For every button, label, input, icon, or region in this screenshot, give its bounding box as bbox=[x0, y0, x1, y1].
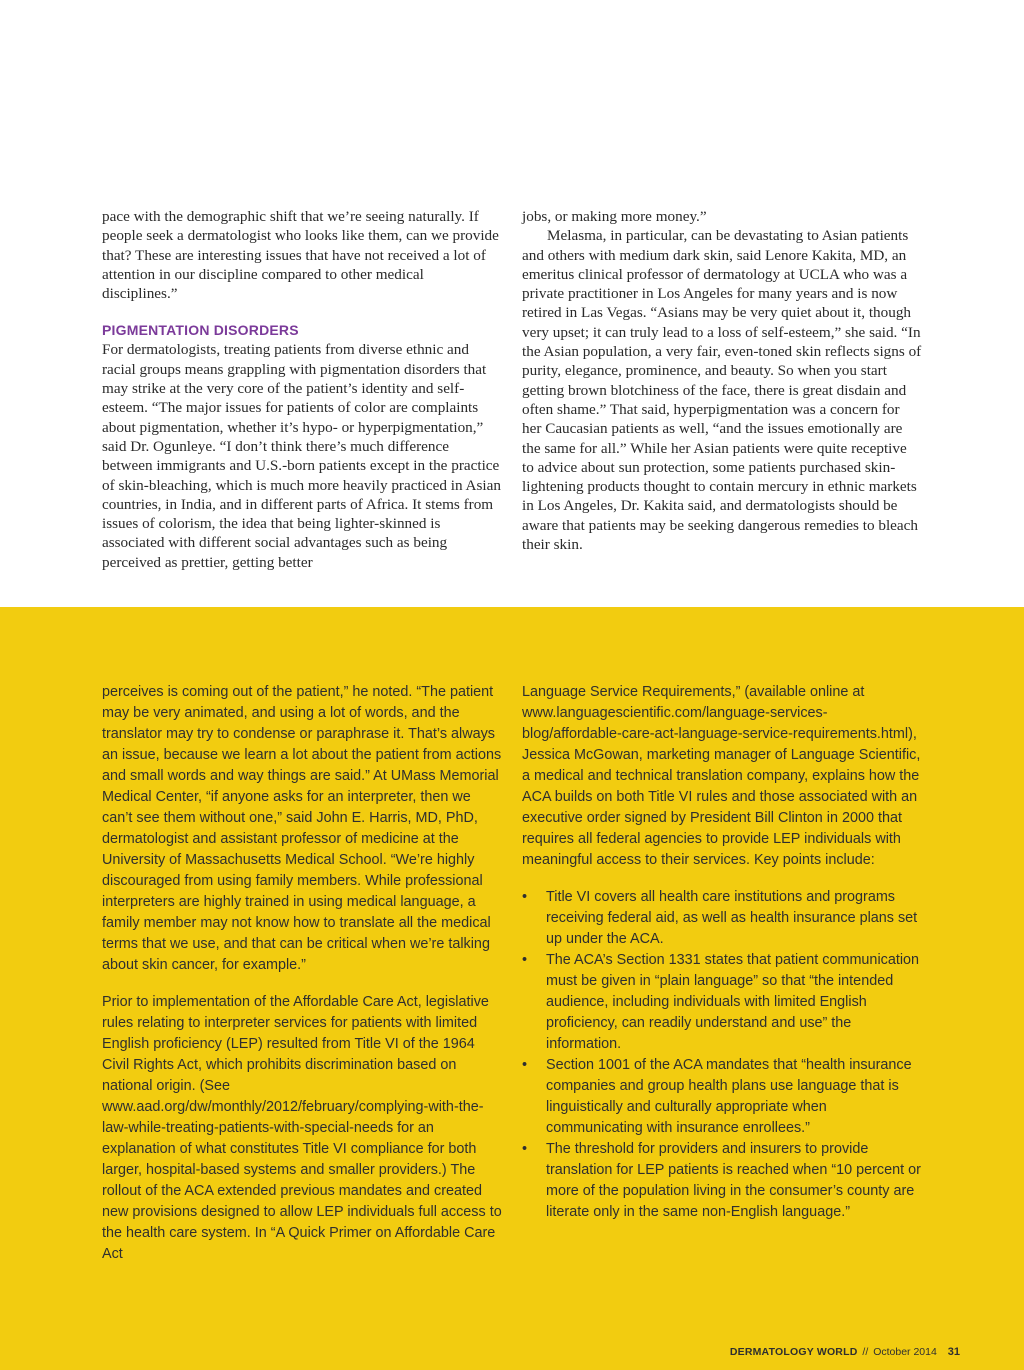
sidebar-paragraph: perceives is coming out of the patient,” he noted. “The patient may be very animated, and using a lot of words, and the translator may try to condense or paraphrase it. That’s always an issue, because we learn a lot about the patient from actions and small words and way things are said.” At UMass Memorial Medical Center, “if anyone asks for an interpreter, then we can’t see them without one,” said John E. Harris, MD, PhD, dermatologist and assistant professor of medicine at the University of Massachusetts Medical School. “We’re highly discouraged from using family members. While professional interpreters are highly trained in using medical language, a family member may not know how to translate all the medical terms that we use, and that can be critical when we’re talking about skin cancer, for example.” bbox=[102, 684, 502, 973]
footer-separator: // bbox=[862, 1346, 869, 1358]
sidebar-column-right bbox=[522, 682, 922, 1223]
issue-date: October 2014 bbox=[873, 1346, 937, 1358]
list-item-text: Section 1001 of the ACA mandates that “health insurance companies and group health plans use language that is linguistically and culturally appropriate when communicating with insurance enrollees.” bbox=[546, 1057, 912, 1136]
list-item bbox=[522, 950, 922, 1055]
bullet-icon: • bbox=[522, 1057, 528, 1073]
list-item bbox=[522, 1139, 922, 1223]
bullet-icon: • bbox=[522, 1141, 528, 1157]
key-points-list bbox=[522, 887, 922, 1223]
list-item-text: The threshold for providers and insurers to provide translation for LEP patients is reached when “10 percent or more of the population living in the consumer’s county are literate only in the same non-English language.” bbox=[546, 1141, 921, 1220]
list-item bbox=[522, 887, 922, 950]
article-paragraph: jobs, or making more money.” bbox=[522, 208, 707, 225]
list-item bbox=[522, 1055, 922, 1139]
sidebar-paragraph: Language Service Requirements,” (available online at www.languagescientific.com/language-services-blog/affordable-care-act-language-service-requirements.html), Jessica McGowan, marketing manager of Language Scientific, a medical and technical translation company, explains how the ACA builds on both Title VI rules and those associated with an executive order signed by President Bill Clinton in 2000 that requires all federal agencies to provide LEP individuals with meaningful access to their services. Key points include: bbox=[522, 684, 921, 868]
page-number: 31 bbox=[947, 1346, 960, 1358]
list-item-text: Title VI covers all health care institutions and programs receiving federal aid, as well as health insurance plans set up under the ACA. bbox=[546, 889, 918, 947]
article-paragraph: pace with the demographic shift that we’re seeing naturally. If people seek a dermatologist who looks like them, can we provide that? These are interesting issues that have not received a lot of attention in our discipline compared to other medical disciplines.” bbox=[102, 208, 499, 303]
article-section bbox=[0, 0, 1024, 607]
article-column-right bbox=[522, 207, 922, 554]
magazine-name: DERMATOLOGY WORLD bbox=[729, 1346, 858, 1358]
list-item-text: The ACA’s Section 1331 states that patient communication must be given in “plain language” so that “the intended audience, including individuals with limited English proficiency, can readily understand and use” the information. bbox=[546, 952, 920, 1052]
page-footer bbox=[730, 1346, 960, 1358]
sidebar-paragraph: Prior to implementation of the Affordable Care Act, legislative rules relating to interpreter services for patients with limited English proficiency (LEP) resulted from Title VI of the 1964 Civil Rights Act, which prohibits discrimination based on national origin. (See www.aad.org/dw/monthly/2012/february/complying-with-the-law-while-treating-patients-with-special-needs for an explanation of what constitutes Title VI compliance for both larger, hospital-based systems and smaller providers.) The rollout of the ACA extended previous mandates and created new provisions designed to allow LEP individuals full access to the health care system. In “A Quick Primer on Affordable Care Act bbox=[102, 994, 502, 1262]
section-heading: PIGMENTATION DISORDERS bbox=[102, 322, 299, 339]
sidebar-column-left bbox=[102, 682, 502, 1265]
bullet-icon: • bbox=[522, 952, 528, 968]
article-column-left bbox=[102, 207, 502, 572]
bullet-icon: • bbox=[522, 889, 528, 905]
article-paragraph: For dermatologists, treating patients from diverse ethnic and racial groups means grappling with pigmentation disorders that may strike at the very core of the patient’s identity and self-esteem. “The major issues for patients of color are complaints about pigmentation, whether it’s hypo- or hyperpigmentation,” said Dr. Ogunleye. “I don’t think there’s much difference between immigrants and U.S.-born patients except in the practice of skin-bleaching, which is much more heavily practiced in Asian countries, in India, and in different parts of Africa. It stems from issues of colorism, the idea that being lighter-skinned is associated with different social advantages such as being perceived as prettier, getting better bbox=[102, 341, 501, 571]
article-paragraph: Melasma, in particular, can be devastating to Asian patients and others with medium dark skin, said Lenore Kakita, MD, an emeritus clinical professor of dermatology at UCLA who was a private practitioner in Los Angeles for many years and is now retired in Las Vegas. “Asians may be very quiet about it, though very upset; it can truly lead to a loss of self-esteem,” she said. “In the Asian population, a very fair, even-toned skin reflects signs of purity, elegance, prominence, and beauty. So when you start getting brown blotchiness of the face, there is great disdain and often shame.” That said, hyperpigmentation was a concern for her Caucasian patients as well, “and the issues emotionally are the same for all.” While her Asian patients were quite receptive to advice about sun protection, some patients purchased skin-lightening products thought to contain mercury in ethnic markets in Los Angeles, Dr. Kakita said, and dermatologists should be aware that patients may be seeking dangerous remedies to bleach their skin. bbox=[522, 227, 922, 554]
